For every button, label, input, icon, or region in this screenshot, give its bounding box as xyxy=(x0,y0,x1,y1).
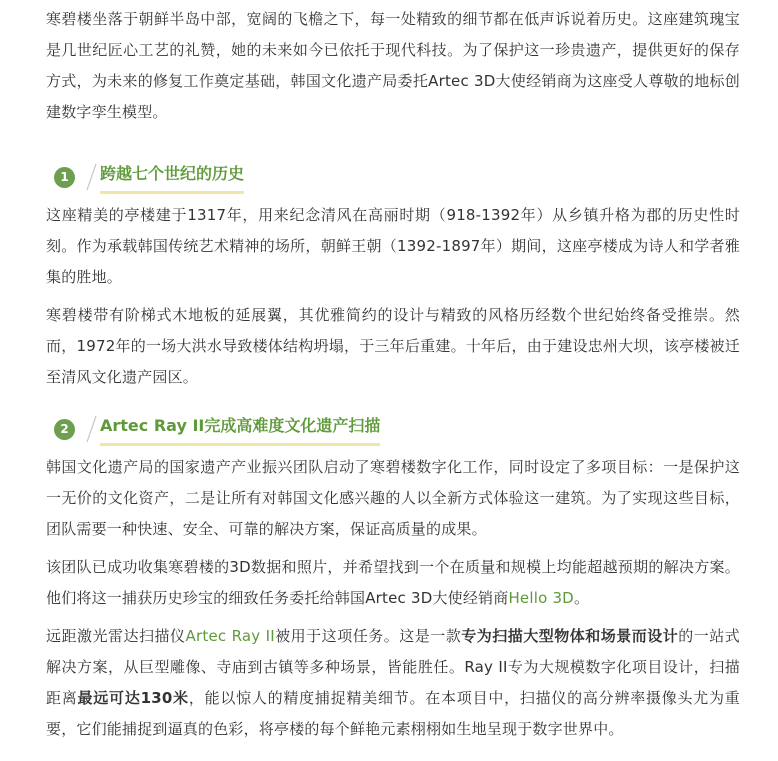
slash-divider-icon xyxy=(84,162,98,192)
hello-3d-link[interactable]: Hello 3D xyxy=(508,589,574,607)
bold-text: 专为扫描大型物体和场景而设计 xyxy=(461,627,679,645)
section-1-paragraph-1: 这座精美的亭楼建于1317年，用来纪念清风在高丽时期（918-1392年）从乡镇升格为郡的历史性时刻。作为承载韩国传统艺术精神的场所，朝鲜王朝（1392-1897年）期间，这座亭楼成为诗人和学者雅集的胜地。 xyxy=(46,206,740,286)
text-run: 该团队已成功收集寒碧楼的3D数据和照片，并希望找到一个在质量和规模上均能超越预期的解决方案。他们将这一捕获历史珍宝的细致任务委托给韩国Artec 3D大使经销商 xyxy=(46,558,740,607)
section-1-paragraph-2: 寒碧楼带有阶梯式木地板的延展翼，其优雅简约的设计与精致的风格历经数个世纪始终备受推崇。然而，1972年的一场大洪水导致楼体结构坍塌，于三年后重建。十年后，由于建设忠州大坝，该亭楼被迁至清风文化遗产园区。 xyxy=(46,306,740,386)
section-2-title: Artec Ray II完成高难度文化遗产扫描 xyxy=(100,412,380,446)
text-run: ，能以惊人的精度捕捉精美细节。在本项目中，扫描仪的高分辨率摄像头尤为重要，它们能捕捉到逼真的色彩，将亭楼的每个鲜艳元素栩栩如生地呈现于数字世界中。 xyxy=(46,689,740,738)
section-1-title: 跨越七个世纪的历史 xyxy=(100,160,244,194)
bold-text: 最远可达130米 xyxy=(77,689,189,707)
artec-ray-ii-link[interactable]: Artec Ray II xyxy=(185,627,275,645)
text-run: 远距激光雷达扫描仪 xyxy=(46,627,186,645)
section-1 xyxy=(46,158,740,400)
section-1-heading xyxy=(46,158,740,192)
section-number-badge: 2 xyxy=(54,419,75,440)
section-2 xyxy=(46,410,740,752)
section-2-paragraph-3 xyxy=(46,621,740,745)
text-run: 被用于这项任务。这是一款 xyxy=(274,627,462,645)
section-2-paragraph-1: 韩国文化遗产局的国家遗产产业振兴团队启动了寒碧楼数字化工作，同时设定了多项目标：一是保护这一无价的文化资产，二是让所有对韩国文化感兴趣的人以全新方式体验这一建筑。为了实现这些目标，团队需要一种快速、安全、可靠的解决方案，保证高质量的成果。 xyxy=(46,458,740,538)
slash-divider-icon xyxy=(84,414,98,444)
text-run: 的一站式解决方案，从巨型雕像、寺庙到古镇等多种场景，皆能胜任。Ray II专为大规模数字化项目设计，扫描距离 xyxy=(46,627,740,707)
text-run: 。 xyxy=(573,589,590,607)
intro-paragraph: 寒碧楼坐落于朝鲜半岛中部，宽阔的飞檐之下，每一处精致的细节都在低声诉说着历史。这座建筑瑰宝是几世纪匠心工艺的礼赞，她的未来如今已依托于现代科技。为了保护这一珍贵遗产，提供更好的保存方式，为未来的修复工作奠定基础，韩国文化遗产局委托Artec 3D大使经销商为这座受人尊敬的地标创建数字孪生模型。 xyxy=(46,10,740,121)
section-2-heading xyxy=(46,410,740,444)
section-number-badge: 1 xyxy=(54,167,75,188)
section-2-paragraph-2 xyxy=(46,552,740,614)
